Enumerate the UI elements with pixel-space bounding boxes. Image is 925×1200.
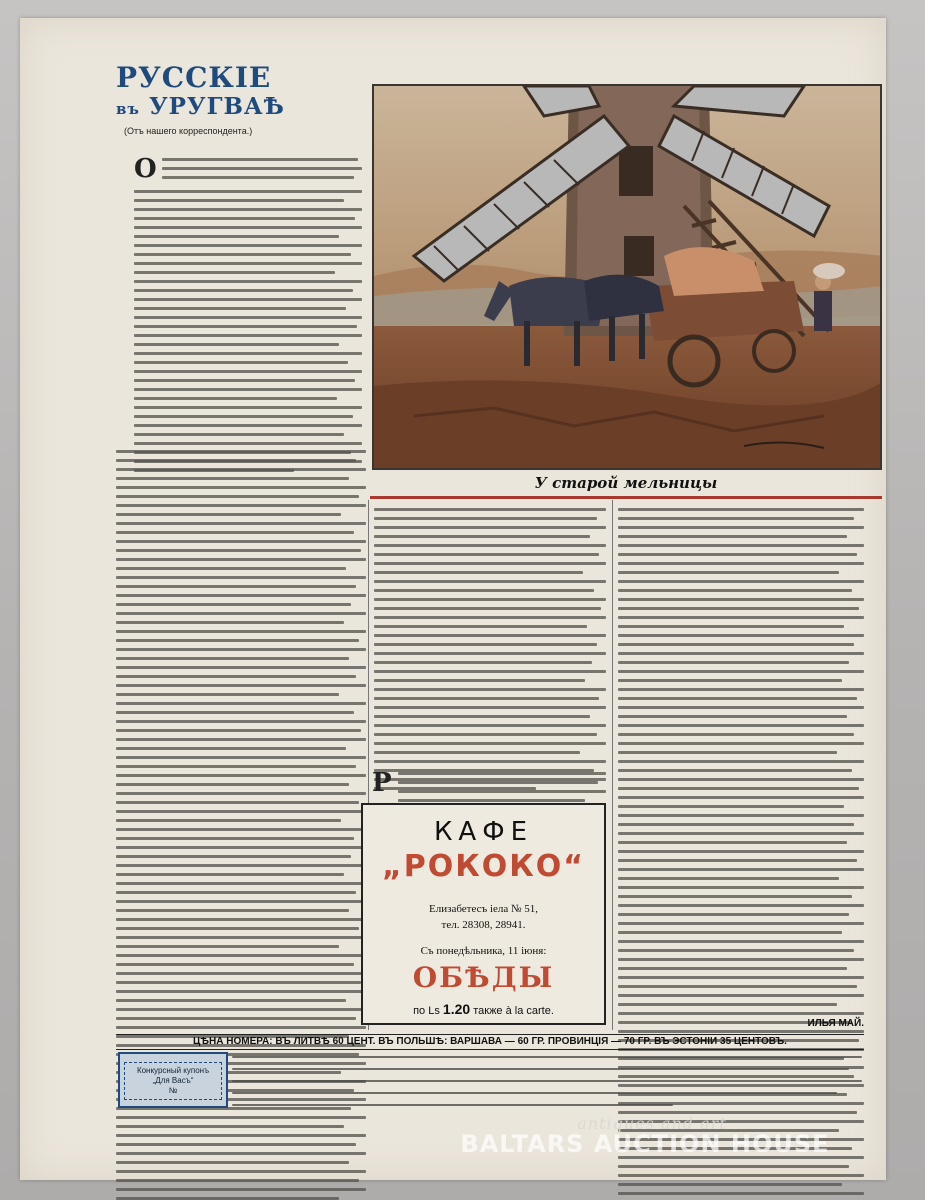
contest-coupon — [118, 1052, 228, 1108]
headline-line-2 — [116, 94, 364, 122]
ad-date: Съ понедѣльника, 11 іюня: — [420, 945, 547, 957]
caption-rule — [370, 496, 882, 499]
article-byline: (Отъ нашего корреспондента.) — [124, 126, 253, 136]
ad-price — [363, 1001, 604, 1017]
windmill-painting-image — [374, 86, 882, 470]
ad-price-suffix: также à la carte. — [473, 1005, 554, 1017]
ad-address: Елизабетесъ іела № 51, — [429, 903, 538, 915]
coupon-magazine: „Для Васъ“ — [152, 1076, 194, 1085]
coupon-number: № — [168, 1086, 178, 1095]
ad-price-prefix: по Ls — [413, 1005, 440, 1017]
illustration-caption: У старой мельницы — [534, 474, 718, 492]
col1-intro-lines — [162, 158, 362, 185]
headline-country: УРУГВАѢ — [148, 93, 285, 120]
column-divider-right — [612, 500, 613, 1030]
second-drop-cap: Р — [372, 768, 392, 798]
ad-cafe-name: „РОКОКО“ — [382, 849, 585, 884]
watermark-auction-house: BALTARS AUCTION HOUSE — [460, 1130, 830, 1158]
watermark-tagline: antiques and art — [577, 1114, 727, 1133]
publisher-imprint — [232, 1056, 862, 1116]
ad-phone: тел. 28308, 28941. — [441, 919, 526, 931]
ad-cafe-label: КАФЕ — [433, 817, 534, 847]
article-drop-cap: О — [134, 154, 157, 184]
ad-price-value: 1.20 — [442, 1001, 471, 1017]
coupon-border — [124, 1062, 222, 1100]
ad-meals-label: ОБѢДЫ — [412, 961, 555, 994]
issue-price-bar: ЦѢНА НОМЕРА: ВЪ ЛИТВѢ 60 ЦЕНТ. ВЪ ПОЛЬШѢ: ВАРШАВА — 60 ГР. ПРОВИНЦІЯ — 70 ГР. ВЪ ЭСТОНІИ 35 ЦЕНТОВЪ. — [116, 1034, 864, 1050]
article-headline — [116, 62, 364, 122]
headline-prefix: въ — [116, 100, 140, 118]
article-author: ИЛЬЯ МАЙ. — [807, 1018, 864, 1029]
cafe-advertisement — [361, 803, 606, 1025]
headline-line-1: РУССКІЕ — [116, 61, 272, 94]
windmill-illustration — [372, 84, 882, 470]
col2-body-top — [374, 508, 606, 796]
col1-body-top — [134, 190, 362, 478]
coupon-title: Конкурсный купонъ — [136, 1066, 210, 1075]
